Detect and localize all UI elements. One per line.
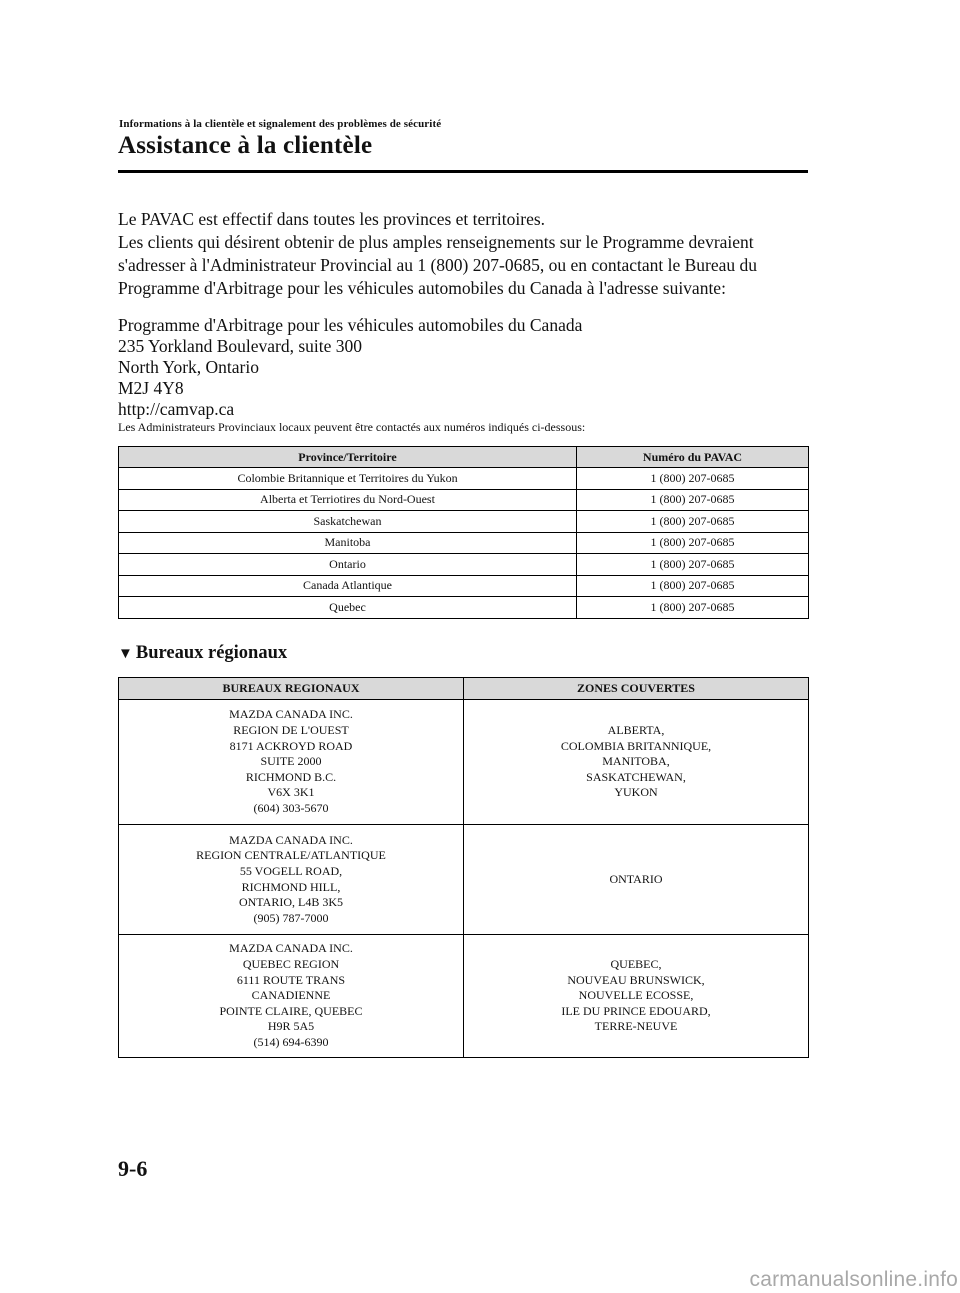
province-cell: Colombie Britannique et Territoires du Yukon bbox=[119, 468, 577, 490]
zone-line: YUKON bbox=[614, 785, 658, 800]
column-header-number: Numéro du PAVAC bbox=[577, 447, 809, 468]
zones-cell bbox=[464, 935, 809, 1058]
column-header-province: Province/Territoire bbox=[119, 447, 577, 468]
phone-cell: 1 (800) 207-0685 bbox=[577, 532, 809, 554]
table-header-row bbox=[119, 447, 809, 468]
regional-offices-table bbox=[118, 677, 809, 1058]
table-row bbox=[119, 935, 809, 1058]
office-phone: (514) 694-6390 bbox=[253, 1034, 329, 1049]
pavac-table bbox=[118, 446, 809, 619]
website-link[interactable]: http://camvap.ca bbox=[118, 399, 235, 419]
table-row bbox=[119, 468, 809, 490]
phone-cell: 1 (800) 207-0685 bbox=[577, 575, 809, 597]
office-line: QUEBEC REGION bbox=[242, 957, 340, 972]
table-row bbox=[119, 511, 809, 533]
office-line: ONTARIO, L4B 3K5 bbox=[238, 895, 344, 910]
zone-line: ALBERTA, bbox=[607, 723, 665, 738]
zone-line: ONTARIO bbox=[609, 871, 663, 886]
office-line: MAZDA CANADA INC. bbox=[229, 707, 353, 722]
page-number: 9-6 bbox=[118, 1156, 148, 1181]
table-row bbox=[119, 532, 809, 554]
zone-line: TERRE-NEUVE bbox=[594, 1019, 678, 1034]
office-line: SUITE 2000 bbox=[260, 754, 322, 769]
watermark: carmanualsonline.info bbox=[749, 1268, 958, 1291]
phone-cell: 1 (800) 207-0685 bbox=[577, 554, 809, 576]
title-rule bbox=[118, 170, 808, 173]
office-line: V6X 3K1 bbox=[267, 785, 315, 800]
table-row bbox=[119, 575, 809, 597]
address-line: 235 Yorkland Boulevard, suite 300 bbox=[118, 336, 363, 356]
province-cell: Canada Atlantique bbox=[119, 575, 577, 597]
office-line: MAZDA CANADA INC. bbox=[229, 941, 353, 956]
office-line: POINTE CLAIRE, QUEBEC bbox=[219, 1003, 363, 1018]
table-row bbox=[119, 554, 809, 576]
office-line: 55 VOGELL ROAD, bbox=[239, 863, 343, 878]
zone-line: SASKATCHEWAN, bbox=[586, 769, 686, 784]
address-line: North York, Ontario bbox=[118, 357, 259, 377]
column-header-offices: BUREAUX REGIONAUX bbox=[119, 678, 464, 700]
triangle-down-icon: ▼ bbox=[118, 646, 133, 662]
zones-cell bbox=[464, 825, 809, 935]
intro-line: s'adresser à l'Administrateur Provincial au 1 (800) 207-0685, ou en contactant le Bureau du bbox=[118, 255, 758, 275]
intro-line: Le PAVAC est effectif dans toutes les provinces et territoires. bbox=[118, 209, 546, 229]
office-cell bbox=[119, 935, 464, 1058]
phone-cell: 1 (800) 207-0685 bbox=[577, 597, 809, 619]
zone-line: QUEBEC, bbox=[610, 957, 662, 972]
table-row bbox=[119, 825, 809, 935]
office-line: CANADIENNE bbox=[251, 988, 331, 1003]
table-header-row bbox=[119, 678, 809, 700]
zone-line: COLOMBIA BRITANNIQUE, bbox=[560, 738, 712, 753]
office-line: RICHMOND B.C. bbox=[245, 769, 337, 784]
province-cell: Quebec bbox=[119, 597, 577, 619]
office-line: H9R 5A5 bbox=[267, 1019, 315, 1034]
office-line: MAZDA CANADA INC. bbox=[229, 832, 353, 847]
section-kicker: Informations à la clientèle et signalement des problèmes de sécurité bbox=[119, 118, 442, 130]
page-title: Assistance à la clientèle bbox=[118, 132, 373, 159]
regional-heading-text: Bureaux régionaux bbox=[135, 643, 288, 663]
intro-line: Programme d'Arbitrage pour les véhicules automobiles du Canada à l'adresse suivante: bbox=[118, 278, 726, 298]
column-header-zones: ZONES COUVERTES bbox=[464, 678, 809, 700]
office-line: RICHMOND HILL, bbox=[241, 879, 341, 894]
office-line: 8171 ACKROYD ROAD bbox=[229, 738, 353, 753]
mailing-address bbox=[118, 315, 818, 420]
intro-paragraph bbox=[118, 208, 818, 300]
regional-offices-heading bbox=[118, 643, 287, 664]
zones-cell bbox=[464, 700, 809, 825]
office-phone: (905) 787-7000 bbox=[253, 910, 329, 925]
address-line: Programme d'Arbitrage pour les véhicules automobiles du Canada bbox=[118, 315, 583, 335]
phone-cell: 1 (800) 207-0685 bbox=[577, 489, 809, 511]
zone-line: NOUVEAU BRUNSWICK, bbox=[567, 972, 705, 987]
zone-line: NOUVELLE ECOSSE, bbox=[578, 988, 694, 1003]
province-cell: Manitoba bbox=[119, 532, 577, 554]
office-cell bbox=[119, 825, 464, 935]
table-row bbox=[119, 597, 809, 619]
office-line: REGION CENTRALE/ATLANTIQUE bbox=[196, 848, 386, 863]
province-cell: Saskatchewan bbox=[119, 511, 577, 533]
phone-cell: 1 (800) 207-0685 bbox=[577, 511, 809, 533]
office-line: 6111 ROUTE TRANS bbox=[236, 972, 346, 987]
office-line: REGION DE L'OUEST bbox=[233, 723, 349, 738]
office-phone: (604) 303-5670 bbox=[253, 800, 329, 815]
office-cell bbox=[119, 700, 464, 825]
zone-line: MANITOBA, bbox=[602, 754, 670, 769]
phone-cell: 1 (800) 207-0685 bbox=[577, 468, 809, 490]
admin-note: Les Administrateurs Provinciaux locaux peuvent être contactés aux numéros indiqués ci-dessous: bbox=[118, 420, 586, 434]
table-row bbox=[119, 489, 809, 511]
province-cell: Ontario bbox=[119, 554, 577, 576]
address-line: M2J 4Y8 bbox=[118, 378, 184, 398]
zone-line: ILE DU PRINCE EDOUARD, bbox=[561, 1003, 711, 1018]
table-row bbox=[119, 700, 809, 825]
intro-line: Les clients qui désirent obtenir de plus amples renseignements sur le Programme devraient bbox=[118, 232, 754, 252]
province-cell: Alberta et Terriotires du Nord-Ouest bbox=[119, 489, 577, 511]
